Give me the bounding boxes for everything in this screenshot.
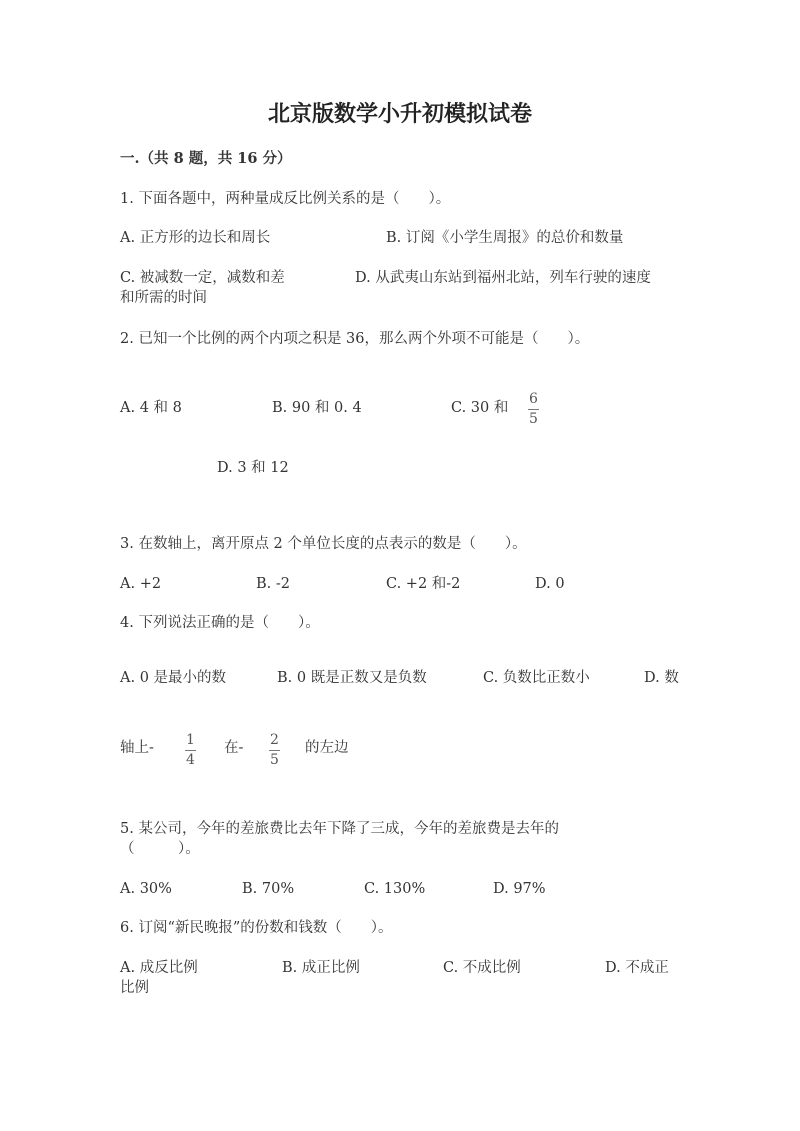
fraction-1-4 [185,733,196,768]
question-5-stem-cont: （ ）。 [120,841,200,857]
fraction-denominator: 5 [270,752,279,768]
fraction-numerator: 2 [270,732,279,748]
question-6-option-d: D. 不成正 [605,960,669,976]
section-heading: 一.（共 8 题，共 16 分） [120,150,292,167]
question-5-option-b: B. 70% [242,881,295,897]
question-1-stem: 1. 下面各题中，两种量成反比例关系的是（ ）。 [120,191,451,207]
question-3-stem: 3. 在数轴上，离开原点 2 个单位长度的点表示的数是（ ）。 [120,536,527,552]
question-2-option-b: B. 90 和 0. 4 [272,400,362,416]
question-4-stem: 4. 下列说法正确的是（ ）。 [120,615,320,631]
question-4-option-c: C. 负数比正数小 [483,670,590,686]
question-4-line2-suffix: 的左边 [305,740,349,756]
question-1-option-b: B. 订阅《小学生周报》的总价和数量 [386,230,624,246]
question-6-stem: 6. 订阅“新民晚报”的份数和钱数（ ）。 [120,920,393,936]
fraction-denominator: 4 [186,752,195,768]
question-5-option-d: D. 97% [493,881,546,897]
fraction-6-5 [528,392,539,427]
question-2-option-d: D. 3 和 12 [217,460,289,476]
question-4-line2-middle: 在- [224,740,244,756]
question-4-option-a: A. 0 是最小的数 [120,670,227,686]
question-1-option-d: D. 从武夷山东站到福州北站，列车行驶的速度 [355,270,651,286]
question-6-option-c: C. 不成比例 [443,960,521,976]
fraction-2-5 [269,733,280,768]
question-6-option-b: B. 成正比例 [282,960,360,976]
fraction-numerator: 1 [186,732,195,748]
question-3-option-b: B. -2 [256,576,290,592]
question-3-option-d: D. 0 [535,576,565,592]
question-1-option-c: C. 被减数一定，减数和差 [120,270,285,286]
question-2-option-a: A. 4 和 8 [120,400,182,416]
fraction-numerator: 6 [529,391,538,407]
question-4-option-d: D. 数 [644,670,679,686]
question-6-option-d-cont: 比例 [120,980,149,996]
question-5-option-c: C. 130% [364,881,426,897]
question-3-option-a: A. +2 [120,576,162,592]
question-2-stem: 2. 已知一个比例的两个内项之积是 36，那么两个外项不可能是（ ）。 [120,331,590,347]
fraction-bar [269,750,280,751]
question-3-option-c: C. +2 和-2 [386,576,461,592]
fraction-bar [528,409,539,410]
question-5-stem: 5. 某公司，今年的差旅费比去年下降了三成，今年的差旅费是去年的 [120,821,559,837]
fraction-bar [185,750,196,751]
fraction-denominator: 5 [529,411,538,427]
question-2-option-c: C. 30 和 [451,400,509,416]
question-4-line2-prefix: 轴上- [120,740,154,756]
question-6-option-a: A. 成反比例 [120,960,198,976]
exam-title: 北京版数学小升初模拟试卷 [267,101,532,127]
question-1-option-a: A. 正方形的边长和周长 [120,230,271,246]
question-5-option-a: A. 30% [120,881,172,897]
question-1-option-d-cont: 和所需的时间 [120,290,207,306]
question-4-option-b: B. 0 既是正数又是负数 [277,670,427,686]
